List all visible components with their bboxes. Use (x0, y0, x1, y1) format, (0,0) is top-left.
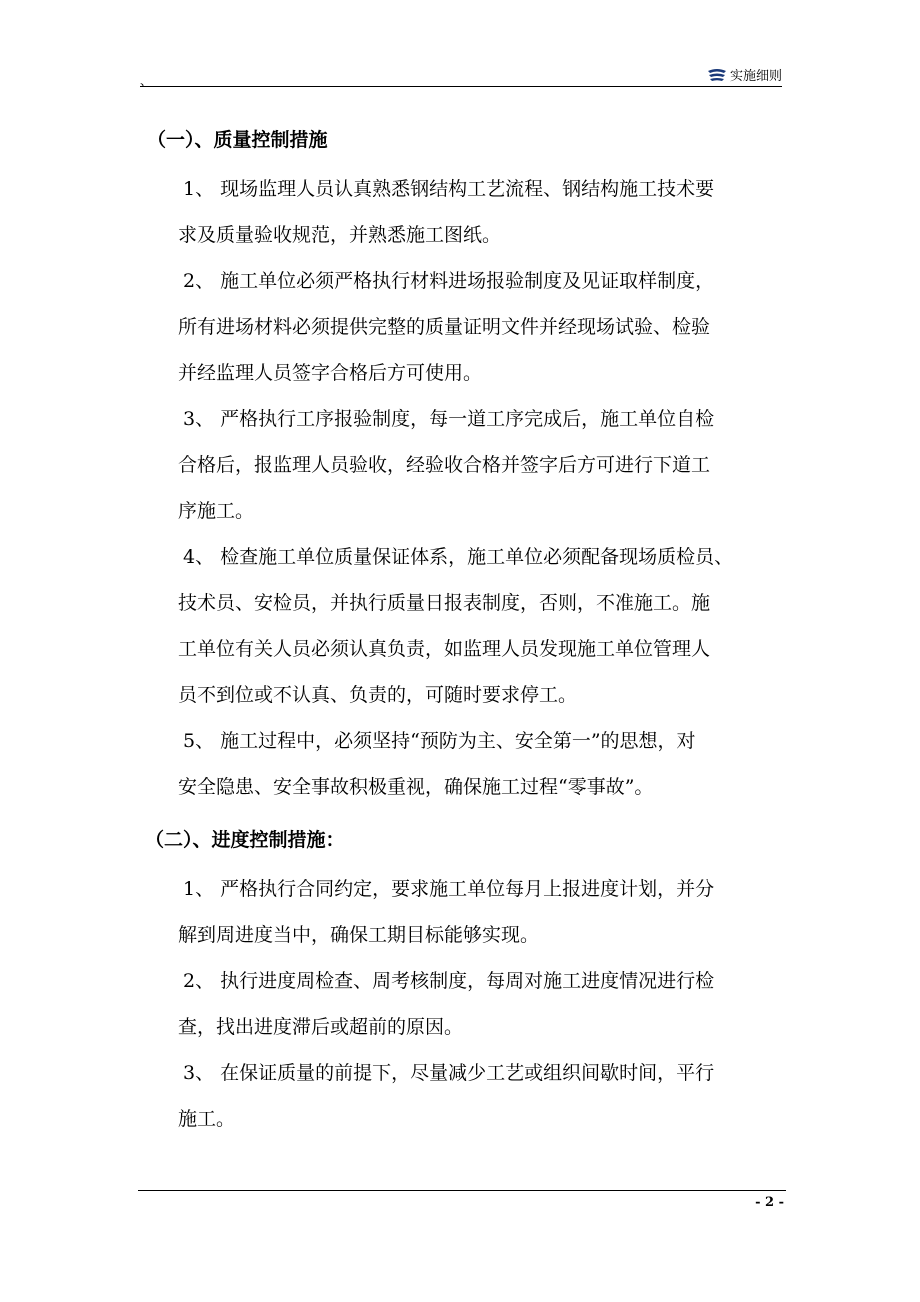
paragraph-line: 工单位有关人员必须认真负责，如监理人员发现施工单位管理人 (178, 638, 711, 660)
paragraph-line: 5、 施工过程中，必须坚持“预防为主、安全第一”的思想，对 (183, 730, 696, 752)
paragraph-line: 3、 在保证质量的前提下，尽量减少工艺或组织间歇时间，平行 (183, 1062, 715, 1084)
paragraph-line: 合格后，报监理人员验收，经验收合格并签字后方可进行下道工 (178, 454, 711, 476)
paragraph (145, 166, 785, 258)
paragraph-line: 3、 严格执行工序报验制度，每一道工序完成后，施工单位自检 (183, 408, 715, 430)
section-heading-schedule: （二）、进度控制措施： (145, 829, 345, 851)
paragraph-line: 员不到位或不认真、负责的，可随时要求停工。 (178, 684, 578, 706)
paragraph (145, 866, 785, 958)
paragraph-line: 查，找出进度滞后或超前的原因。 (178, 1016, 464, 1038)
document-body (145, 118, 785, 1142)
paragraph (145, 534, 785, 718)
page-header (140, 62, 782, 87)
section-heading-quality: （一）、质量控制措施 (147, 129, 328, 151)
paragraph-line: 求及质量验收规范，并熟悉施工图纸。 (178, 224, 502, 246)
paragraph-line: 1、 现场监理人员认真熟悉钢结构工艺流程、钢结构施工技术要 (183, 178, 715, 200)
paragraph (145, 396, 785, 534)
paragraph (145, 1050, 785, 1142)
paragraph-line: 技术员、安检员，并执行质量日报表制度，否则，不准施工。施 (178, 592, 711, 614)
paragraph-line: 2、 施工单位必须严格执行材料进场报验制度及见证取样制度， (183, 270, 715, 292)
paragraph-line: 4、 检查施工单位质量保证体系，施工单位必须配备现场质检员、 (183, 546, 734, 568)
page-footer (138, 1190, 786, 1210)
paragraph-line: 解到周进度当中，确保工期目标能够实现。 (178, 924, 540, 946)
paragraph (145, 258, 785, 396)
page-number: - 2 - (755, 1195, 784, 1210)
paragraph-line: 并经监理人员签字合格后方可使用。 (178, 362, 483, 384)
paragraph-line: 2、 执行进度周检查、周考核制度，每周对施工进度情况进行检 (183, 970, 715, 992)
paragraph-line: 所有进场材料必须提供完整的质量证明文件并经现场试验、检验 (178, 316, 711, 338)
header-title: 实施细则 (729, 69, 782, 84)
paragraph-line: 序施工。 (178, 500, 255, 522)
company-logo-icon (707, 68, 727, 82)
paragraph-line: 1、 严格执行合同约定，要求施工单位每月上报进度计划，并分 (183, 878, 715, 900)
header-mark: 、 (140, 74, 153, 88)
header-right (707, 65, 782, 84)
paragraph-line: 安全隐患、安全事故积极重视，确保施工过程“零事故”。 (178, 776, 654, 798)
paragraph (145, 958, 785, 1050)
paragraph (145, 718, 785, 810)
paragraph-line: 施工。 (178, 1108, 236, 1130)
